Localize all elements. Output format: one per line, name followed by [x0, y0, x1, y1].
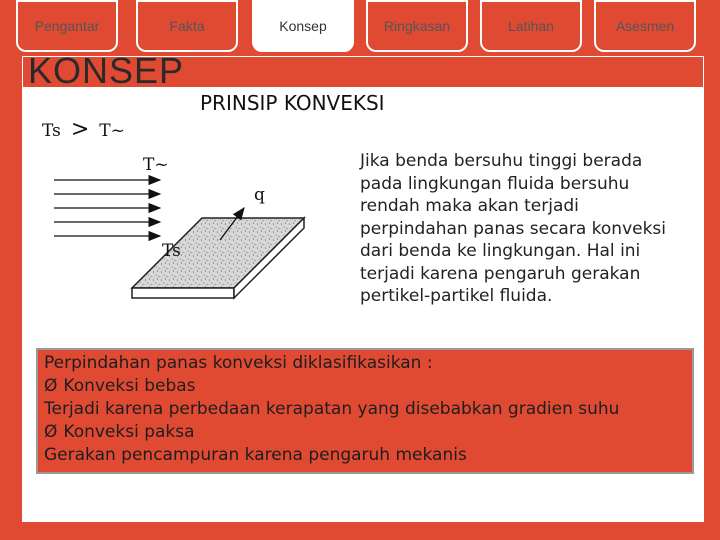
heat-flux-label: q: [254, 185, 265, 205]
classification-box: [36, 348, 694, 474]
item-name: Konveksi bebas: [63, 376, 196, 396]
explanation-line: dari benda ke lingkungan. Hal ini: [360, 241, 641, 261]
classification-desc-free: Terjadi karena perbedaan kerapatan yang disebabkan gradien suhu: [44, 399, 620, 419]
relation-left: Ts: [42, 121, 61, 141]
fluid-flow-arrows: [54, 180, 160, 236]
classification-intro: Perpindahan panas konveksi diklasifikasikan :: [44, 353, 433, 373]
page-title: KONSEP: [28, 50, 185, 91]
convection-explanation: [360, 150, 695, 308]
tab-konsep[interactable]: Konsep: [252, 0, 354, 52]
relation-operator: >: [70, 117, 90, 142]
tab-ringkasan[interactable]: Ringkasan: [366, 0, 468, 52]
plate-shape: [132, 218, 304, 298]
explanation-line: Jika benda bersuhu tinggi berada: [360, 151, 643, 171]
explanation-line: pertikel-partikel fluida.: [360, 286, 553, 306]
explanation-line: pada lingkungan fluida bersuhu: [360, 173, 630, 194]
explanation-line: rendah maka akan terjadi: [360, 196, 579, 216]
convection-diagram: [40, 150, 340, 310]
bullet-arrow-icon: Ø: [44, 376, 58, 396]
section-subtitle: PRINSIP KONVEKSI: [200, 91, 385, 115]
bullet-arrow-icon: Ø: [44, 422, 58, 442]
tab-fakta[interactable]: Fakta: [136, 0, 238, 52]
fluid-temp-label: T~: [143, 155, 169, 175]
tab-asesmen[interactable]: Asesmen: [594, 0, 696, 52]
tab-pengantar[interactable]: Pengantar: [16, 0, 118, 52]
explanation-line: terjadi karena pengaruh gerakan: [360, 263, 641, 284]
classification-item-forced: [44, 421, 686, 444]
temperature-relation: [42, 117, 125, 142]
classification-desc-forced: Gerakan pencampuran karena pengaruh mekanis: [44, 445, 467, 465]
tab-latihan[interactable]: Latihan: [480, 0, 582, 52]
surface-temp-label: Ts: [162, 241, 181, 261]
explanation-line: perpindahan panas secara konveksi: [360, 218, 667, 239]
item-name: Konveksi paksa: [63, 422, 195, 442]
relation-right: T~: [99, 121, 125, 141]
classification-item-free: [44, 375, 686, 398]
